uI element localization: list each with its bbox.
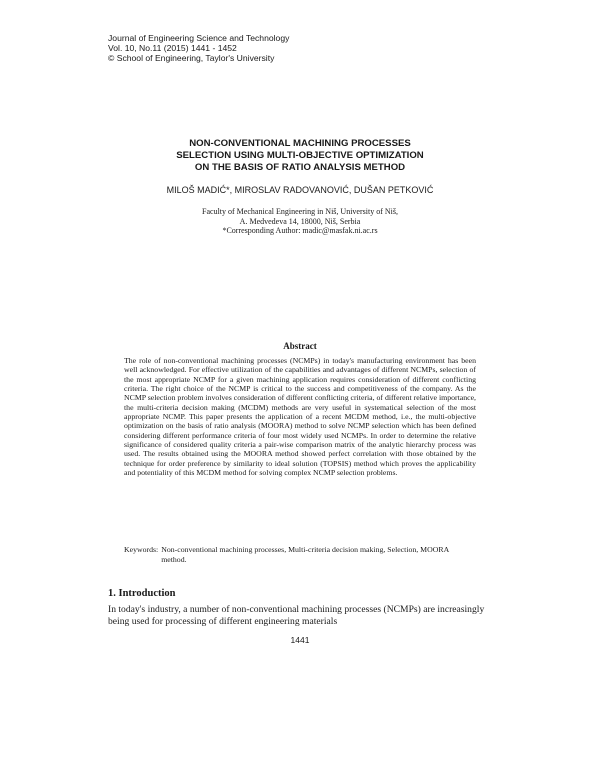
journal-volume: Vol. 10, No.11 (2015) 1441 - 1452	[108, 43, 237, 53]
journal-copyright: © School of Engineering, Taylor's University	[108, 53, 275, 63]
authors: MILOŠ MADIĆ*, MIROSLAV RADOVANOVIĆ, DUŠAN PETKOVIĆ	[166, 185, 434, 195]
journal-header	[108, 33, 289, 63]
corresponding-author: *Corresponding Author: madic@masfak.ni.ac.rs	[222, 226, 378, 235]
journal-name: Journal of Engineering Science and Technology	[108, 33, 290, 43]
affiliation-line-2: A. Medvedeva 14, 18000, Niš, Serbia	[239, 216, 361, 226]
keywords	[124, 545, 476, 564]
paper-title	[120, 138, 480, 174]
affiliation	[130, 207, 470, 236]
title-line-2: SELECTION USING MULTI-OBJECTIVE OPTIMIZATION	[176, 150, 424, 161]
keywords-label: Keywords:	[124, 545, 159, 554]
keywords-text: Non-conventional machining processes, Multi-criteria decision making, Selection, MOORA method.	[161, 545, 449, 564]
title-line-1: NON-CONVENTIONAL MACHINING PROCESSES	[189, 138, 411, 149]
introduction-text: In today's industry, a number of non-conventional machining processes (NCMPs) are increasingly being used for processing of different engineering materials	[108, 604, 485, 627]
affiliation-line-1: Faculty of Mechanical Engineering in Niš, University of Niš,	[202, 207, 398, 216]
introduction-heading: 1. Introduction	[108, 588, 176, 599]
abstract-text: The role of non-conventional machining processes (NCMPs) in today's manufacturing environment has been well acknowledged. For effective utilization of the capabilities and advantages of different NCMPs, selection of the most appropriate NCMP for a given machining application requires consideration of different conflicting criteria. The right choice of the NCMP is critical to the success and competitiveness of the company. As the NCMP selection problem involves consideration of different conflicting criteria, of different relative importance, the multi-criteria decision making (MCDM) methods are very useful in systematical selection of the most appropriate NCMP. This paper presents the application of a recent MCDM method, i.e., the multi-objective optimization on the basis of ratio analysis (MOORA) method to solve NCMP selection which has been defined considering different performance criteria of four most widely used NCMPs. In order to determine the relative significance of considered quality criteria a pair-wise comparison matrix of the analytic hierarchy process was used. The results obtained using the MOORA method showed perfect correlation with those obtained by the technique for order preference by similarity to ideal solution (TOPSIS) method which proves the applicability and potentiality of this MCDM method for solving complex NCMP selection problems.	[124, 356, 476, 478]
title-line-3: ON THE BASIS OF RATIO ANALYSIS METHOD	[194, 162, 406, 173]
page-number: 1441	[290, 635, 310, 645]
abstract-heading: Abstract	[283, 341, 317, 351]
